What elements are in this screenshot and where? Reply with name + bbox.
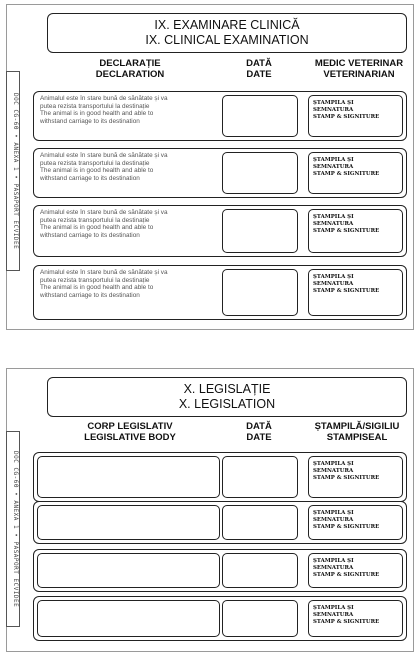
date-field[interactable] bbox=[222, 269, 298, 316]
stamp-signature-field[interactable] bbox=[308, 456, 403, 498]
stamp-seal-header bbox=[305, 421, 409, 443]
legislative-body-field[interactable] bbox=[37, 456, 220, 498]
stamp-label: ȘTAMPILA ȘI bbox=[313, 510, 354, 516]
section-title-en: X. LEGISLATION bbox=[178, 397, 276, 411]
legislative-body-header-en: LEGISLATIVE BODY bbox=[84, 432, 176, 443]
legislative-body-field[interactable] bbox=[37, 553, 220, 588]
declaration-line: The animal is in good health and able to bbox=[40, 284, 154, 292]
section-title-en: IX. CLINICAL EXAMINATION bbox=[145, 33, 309, 47]
date-header bbox=[221, 58, 297, 80]
declaration-cell bbox=[34, 149, 222, 197]
stamp-label: STAMP & SIGNITURE bbox=[313, 524, 380, 530]
legislative-body-field[interactable] bbox=[37, 600, 220, 637]
declaration-line: Animalul este în stare bună de sănătate și va bbox=[40, 269, 168, 276]
clinical-row bbox=[33, 205, 407, 257]
clinical-examination-section bbox=[6, 4, 414, 330]
stamp-label: SEMNATURA bbox=[313, 164, 354, 170]
date-field[interactable] bbox=[222, 95, 298, 137]
date-field[interactable] bbox=[222, 456, 298, 498]
side-margin-text: DOC CG-60 • ANEXA 1 • PASAPORT ECVIDEE bbox=[6, 71, 20, 271]
legislation-row bbox=[33, 596, 407, 641]
declaration-cell bbox=[34, 266, 222, 319]
stamp-label: STAMP & SIGNITURE bbox=[313, 228, 380, 234]
declaration-line: The animal is in good health and able to bbox=[40, 167, 154, 175]
stamp-seal-header-en: STAMPISEAL bbox=[326, 432, 388, 443]
date-field[interactable] bbox=[222, 209, 298, 253]
section-title-ro: IX. EXAMINARE CLINICĂ bbox=[154, 18, 300, 32]
declaration-line: putea rezista transportului la destinație bbox=[40, 276, 150, 284]
stamp-label: STAMP & SIGNITURE bbox=[313, 114, 380, 120]
legislation-row bbox=[33, 549, 407, 592]
clinical-row bbox=[33, 148, 407, 198]
stamp-label: ȘTAMPILA ȘI bbox=[313, 274, 354, 280]
declaration-cell bbox=[34, 206, 222, 256]
stamp-label: SEMNATURA bbox=[313, 468, 354, 474]
stamp-label: ȘTAMPILA ȘI bbox=[313, 605, 354, 611]
declaration-line: putea rezista transportului la destinație bbox=[40, 216, 150, 224]
stamp-label: STAMP & SIGNITURE bbox=[313, 475, 380, 481]
legislative-body-header bbox=[55, 421, 205, 443]
section-title-ro: X. LEGISLAȚIE bbox=[183, 382, 271, 396]
veterinarian-header bbox=[309, 58, 409, 80]
legislation-row bbox=[33, 501, 407, 544]
section-title-box bbox=[47, 377, 407, 417]
stamp-label: SEMNATURA bbox=[313, 565, 354, 571]
stamp-label: ȘTAMPILA ȘI bbox=[313, 100, 354, 106]
stamp-label: ȘTAMPILA ȘI bbox=[313, 214, 354, 220]
declaration-line: withstand carriage to its destination bbox=[40, 231, 140, 239]
date-header-en: DATE bbox=[246, 432, 272, 443]
stamp-signature-field[interactable] bbox=[308, 505, 403, 540]
stamp-label: SEMNATURA bbox=[313, 612, 354, 618]
veterinarian-header-ro: MEDIC VETERINAR bbox=[314, 58, 404, 69]
clinical-row bbox=[33, 91, 407, 141]
legislative-body-field[interactable] bbox=[37, 505, 220, 540]
date-field[interactable] bbox=[222, 152, 298, 194]
legislation-row bbox=[33, 452, 407, 502]
declaration-line: withstand carriage to its destination bbox=[40, 174, 140, 182]
date-field[interactable] bbox=[222, 553, 298, 588]
declaration-cell bbox=[34, 92, 222, 140]
declaration-header bbox=[55, 58, 205, 80]
stamp-signature-field[interactable] bbox=[308, 553, 403, 588]
declaration-line: putea rezista transportului la destinație bbox=[40, 159, 150, 167]
veterinarian-header-en: VETERINARIAN bbox=[323, 69, 395, 80]
date-header-ro: DATĂ bbox=[246, 421, 272, 432]
stamp-label: ȘTAMPILA ȘI bbox=[313, 558, 354, 564]
stamp-label: SEMNATURA bbox=[313, 281, 354, 287]
stamp-signature-field[interactable] bbox=[308, 152, 403, 194]
stamp-label: SEMNATURA bbox=[313, 107, 354, 113]
date-field[interactable] bbox=[222, 505, 298, 540]
stamp-signature-field[interactable] bbox=[308, 209, 403, 253]
stamp-signature-field[interactable] bbox=[308, 269, 403, 316]
declaration-line: Animalul este în stare bună de sănătate și va bbox=[40, 209, 168, 216]
declaration-line: withstand carriage to its destination bbox=[40, 117, 140, 125]
legislative-body-header-ro: CORP LEGISLATIV bbox=[87, 421, 173, 432]
declaration-line: Animalul este în stare bună de sănătate și va bbox=[40, 95, 168, 102]
date-field[interactable] bbox=[222, 600, 298, 637]
declaration-line: The animal is in good health and able to bbox=[40, 110, 154, 118]
declaration-line: withstand carriage to its destination bbox=[40, 291, 140, 299]
stamp-signature-field[interactable] bbox=[308, 95, 403, 137]
stamp-label: STAMP & SIGNITURE bbox=[313, 288, 380, 294]
stamp-label: ȘTAMPILA ȘI bbox=[313, 461, 354, 467]
stamp-label: SEMNATURA bbox=[313, 221, 354, 227]
declaration-line: putea rezista transportului la destinație bbox=[40, 102, 150, 110]
declaration-line: The animal is in good health and able to bbox=[40, 224, 154, 232]
date-header-en: DATE bbox=[246, 69, 272, 80]
clinical-row bbox=[33, 265, 407, 320]
stamp-signature-field[interactable] bbox=[308, 600, 403, 637]
section-title-box bbox=[47, 13, 407, 53]
side-margin-text: DOC CG-60 • ANEXA 1 • PASAPORT ECVIDEE bbox=[6, 431, 20, 627]
declaration-header-ro: DECLARAȚIE bbox=[99, 58, 161, 69]
stamp-label: STAMP & SIGNITURE bbox=[313, 572, 380, 578]
declaration-line: Animalul este în stare bună de sănătate și va bbox=[40, 152, 168, 159]
stamp-label: SEMNATURA bbox=[313, 517, 354, 523]
legislation-section bbox=[6, 368, 414, 652]
date-header bbox=[221, 421, 297, 443]
stamp-label: ȘTAMPILA ȘI bbox=[313, 157, 354, 163]
date-header-ro: DATĂ bbox=[246, 58, 272, 69]
stamp-label: STAMP & SIGNITURE bbox=[313, 619, 380, 625]
declaration-header-en: DECLARATION bbox=[95, 69, 165, 80]
stamp-label: STAMP & SIGNITURE bbox=[313, 171, 380, 177]
stamp-seal-header-ro: ȘTAMPILĂ/SIGILIU bbox=[314, 421, 400, 432]
